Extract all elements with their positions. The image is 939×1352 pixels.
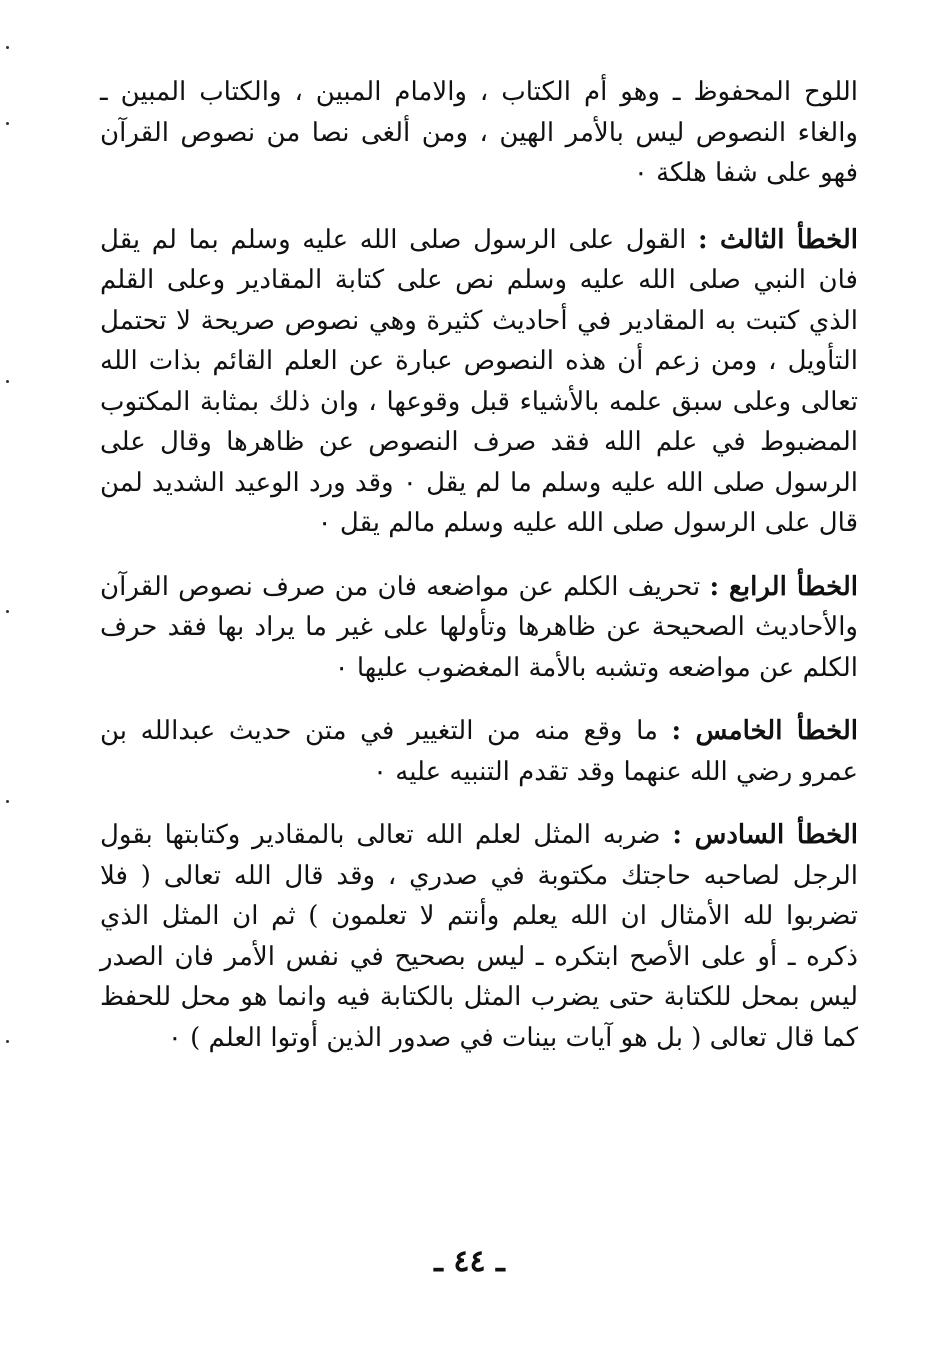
paragraph-text: ما وقع منه من التغيير في متن حديث عبدالله بن عمرو رضي الله عنهما وقد تقدم التنبيه عليه ٠: [100, 716, 858, 787]
page-number: ـ ٤٤ ـ: [434, 1244, 505, 1279]
paragraph-text: تحريف الكلم عن مواضعه فان من صرف نصوص القرآن والأحاديث الصحيحة عن ظاهرها وتأولها على غير ما يراد بها فقد حرف الكلم عن مواضعه وتشبه بالأمة المغضوب عليها ٠: [100, 571, 858, 683]
paragraph-sixth-error: [100, 815, 858, 1058]
margin-mark: [6, 1040, 9, 1043]
paragraph-third-error: [100, 220, 858, 544]
paragraph-label: الخطأ الثالث :: [698, 224, 859, 255]
paragraph-text: ضربه المثل لعلم الله تعالى بالمقادير وكتابتها بقول الرجل لصاحبه حاجتك مكتوبة في صدري ، وقد قال الله تعالى ( فلا تضربوا لله الأمثال ان الله يعلم وأنتم لا تعلمون ) ثم ان المثل الذي ذكره ـ أو على الأصح ابتكره ـ ليس بصحيح في نفس الأمر فان الصدر ليس بمحل للكتابة حتى يضرب المثل بالكتابة فيه وانما هو محل للحفظ كما قال تعالى ( بل هو آيات بينات في صدور الذين أوتوا العلم ) ٠: [100, 820, 858, 1053]
paragraph-label: الخطأ الخامس :: [671, 716, 858, 746]
page-body: [100, 72, 858, 1081]
paragraph-fourth-error: [100, 567, 858, 689]
margin-mark: [6, 380, 9, 383]
paragraph-intro: [100, 72, 858, 194]
paragraph-label: الخطأ الرابع :: [709, 571, 858, 602]
margin-mark: [6, 122, 9, 125]
margin-mark: [6, 46, 9, 49]
margin-mark: [6, 800, 9, 803]
paragraph-text: اللوح المحفوظ ـ وهو أم الكتاب ، والامام المبين ، والكتاب المبين ـ والغاء النصوص ليس بالأمر الهين ، ومن ألغى نصا من نصوص القرآن فهو على شفا هلكة ٠: [100, 77, 858, 188]
paragraph-text: القول على الرسول صلى الله عليه وسلم بما لم يقل فان النبي صلى الله عليه وسلم نص على كتابة المقادير وعلى القلم الذي كتبت به المقادير في أحاديث كثيرة وهي نصوص صريحة لا تحتمل التأويل ، ومن زعم أن هذه النصوص عبارة عن العلم القائم بذات الله تعالى وعلى سبق علمه بالأشياء قبل وقوعها ، وان ذلك بمثابة المكتوب المضبوط في علم الله فقد صرف النصوص عن ظاهرها وقال على الرسول صلى الله عليه وسلم ما لم يقل ٠ وقد ورد الوعيد الشديد لمن قال على الرسول صلى الله عليه وسلم مالم يقل ٠: [100, 224, 858, 538]
paragraph-label: الخطأ السادس :: [672, 820, 858, 850]
margin-mark: [6, 610, 9, 613]
paragraph-fifth-error: [100, 711, 858, 792]
